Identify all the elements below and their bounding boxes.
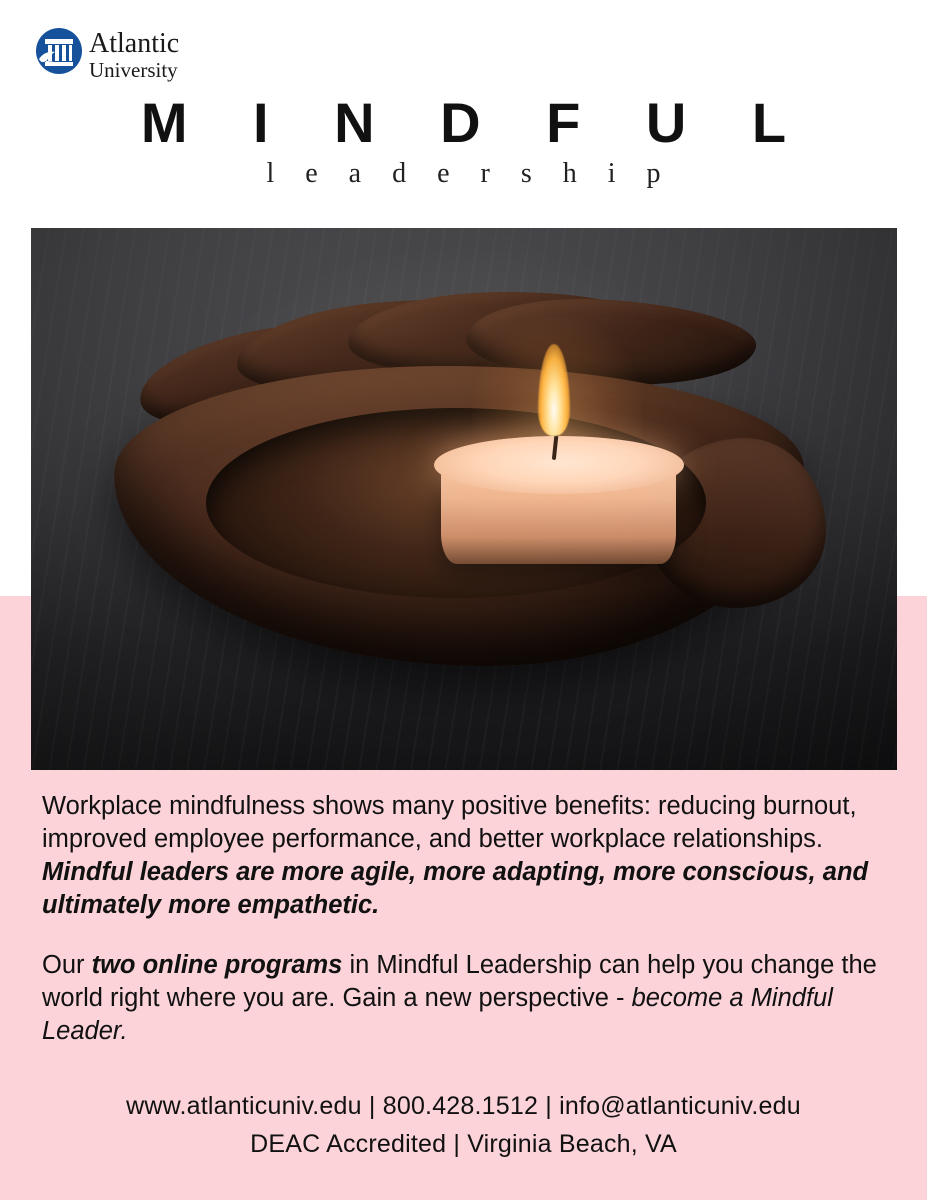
- paragraph-1-emphasis: Mindful leaders are more agile, more adapting, more conscious, and ultimately more empathetic.: [42, 858, 869, 920]
- page-subtitle: l e a d e r s h i p: [266, 158, 673, 189]
- header: [0, 0, 927, 228]
- footer-separator-2: |: [538, 1092, 560, 1120]
- paragraph-2: [42, 949, 887, 1048]
- photo-vignette: [31, 228, 897, 770]
- footer-separator-1: |: [361, 1092, 383, 1120]
- hero-photo: [31, 228, 897, 770]
- brand-logo: [36, 28, 179, 81]
- phone-number[interactable]: 800.428.1512: [382, 1092, 539, 1120]
- paragraph-2-emphasis-2: become a Mindful Leader.: [42, 983, 833, 1045]
- body-copy: [42, 790, 887, 1074]
- paragraph-2-text-2: in Mindful Leadership can help you change the world right where you are. Gain a new perspective -: [42, 950, 877, 1012]
- footer-accreditation-line: DEAC Accredited | Virginia Beach, VA: [250, 1130, 677, 1158]
- email-link[interactable]: info@atlanticuniv.edu: [559, 1092, 801, 1120]
- website-link[interactable]: www.atlanticuniv.edu: [126, 1092, 362, 1120]
- paragraph-1-text: Workplace mindfulness shows many positive benefits: reducing burnout, improved employee performance, and better workplace relationships.: [42, 792, 857, 854]
- paragraph-2-emphasis-1: two online programs: [91, 950, 343, 979]
- page-title: M I N D F U L: [140, 91, 812, 154]
- brand-name: [89, 28, 179, 81]
- paragraph-2-text-1: Our: [42, 950, 92, 979]
- dove-icon: [38, 48, 58, 66]
- atlantic-university-seal-icon: [36, 28, 82, 74]
- paragraph-1: [42, 790, 887, 923]
- footer: [0, 1092, 927, 1159]
- brand-name-line2: University: [89, 58, 178, 82]
- brand-name-line1: Atlantic: [89, 28, 180, 59]
- footer-contact-line: [0, 1092, 927, 1121]
